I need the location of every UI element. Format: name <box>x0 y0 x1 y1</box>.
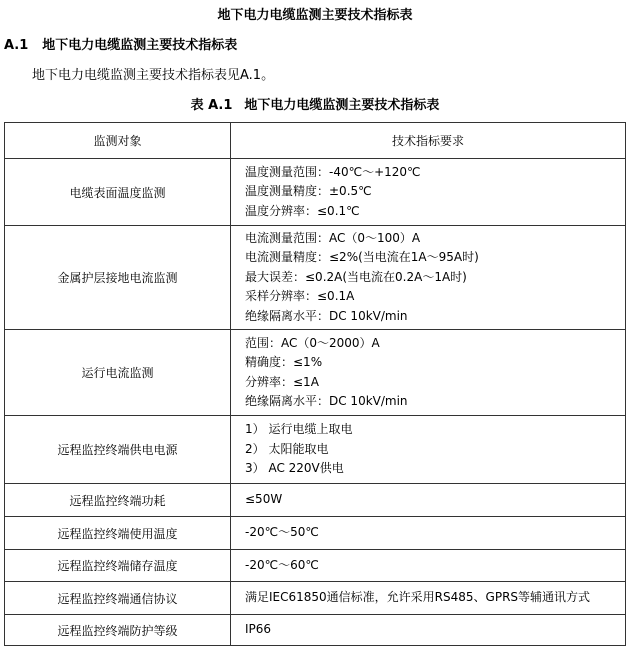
requirement-line: 3） AC 220V供电 <box>245 461 344 476</box>
row-object: 远程监控终端功耗 <box>5 484 231 517</box>
table-row <box>5 484 626 517</box>
row-requirement <box>231 226 626 330</box>
requirement-line: 2） 太阳能取电 <box>245 441 329 456</box>
row-object: 金属护层接地电流监测 <box>5 226 231 330</box>
row-requirement <box>231 330 626 416</box>
requirement-line: 温度分辨率：≤0.1℃ <box>245 203 360 218</box>
requirement-line: -20℃～50℃ <box>245 525 319 540</box>
requirement-line: ≤50W <box>245 492 283 507</box>
table-row <box>5 550 626 582</box>
section-number: A.1 <box>4 38 29 53</box>
requirement-line: IP66 <box>245 622 272 637</box>
requirement-line: 满足IEC61850通信标准，允许采用RS485、GPRS等辅通讯方式 <box>245 590 591 605</box>
requirement-line: 绝缘隔离水平：DC 10kV/min <box>245 308 408 323</box>
row-object: 远程监控终端通信协议 <box>5 582 231 615</box>
requirement-line: 温度测量范围：-40℃～+120℃ <box>245 164 421 179</box>
table-row <box>5 517 626 550</box>
intro-paragraph: 地下电力电缆监测主要技术指标表见A.1。 <box>32 68 275 83</box>
table-row <box>5 330 626 416</box>
row-requirement <box>231 484 626 517</box>
row-object: 远程监控终端储存温度 <box>5 550 231 582</box>
row-requirement <box>231 159 626 226</box>
table-row <box>5 226 626 330</box>
table-caption <box>0 94 630 113</box>
requirement-line: 分辨率：≤1A <box>245 374 319 389</box>
section-heading <box>4 34 237 53</box>
row-requirement <box>231 550 626 582</box>
row-object: 远程监控终端防护等级 <box>5 615 231 646</box>
row-requirement <box>231 517 626 550</box>
section-title: 地下电力电缆监测主要技术指标表 <box>42 38 238 53</box>
table-header-row <box>5 123 626 159</box>
row-requirement <box>231 615 626 646</box>
requirement-line: 电流测量范围：AC（0～100）A <box>245 230 421 245</box>
table-row <box>5 582 626 615</box>
requirement-line: 绝缘隔离水平：DC 10kV/min <box>245 394 408 408</box>
row-requirement <box>231 582 626 615</box>
row-object: 运行电流监测 <box>5 330 231 416</box>
row-object: 远程监控终端使用温度 <box>5 517 231 550</box>
row-requirement <box>231 416 626 484</box>
requirement-line: 精确度：≤1% <box>245 355 323 369</box>
header-object: 监测对象 <box>5 123 231 159</box>
requirement-line: 1） 运行电缆上取电 <box>245 422 353 437</box>
requirement-line: 采样分辨率：≤0.1A <box>245 289 355 304</box>
table-row <box>5 159 626 226</box>
requirement-line: 电流测量精度：≤2%(当电流在1A～95A时) <box>245 250 479 265</box>
spec-table <box>4 122 626 646</box>
requirement-line: 范围：AC（0～2000）A <box>245 335 380 350</box>
table-title: 地下电力电缆监测主要技术指标表 <box>244 98 440 113</box>
table-number: 表 A.1 <box>190 98 233 113</box>
table-row <box>5 416 626 484</box>
row-object: 电缆表面温度监测 <box>5 159 231 226</box>
requirement-line: 温度测量精度：±0.5℃ <box>245 184 372 199</box>
document-title: 地下电力电缆监测主要技术指标表 <box>217 8 413 23</box>
table-row <box>5 615 626 646</box>
requirement-line: -20℃～60℃ <box>245 557 319 572</box>
row-object: 远程监控终端供电电源 <box>5 416 231 484</box>
header-requirement: 技术指标要求 <box>231 123 626 159</box>
requirement-line: 最大误差：≤0.2A(当电流在0.2A～1A时) <box>245 269 467 284</box>
